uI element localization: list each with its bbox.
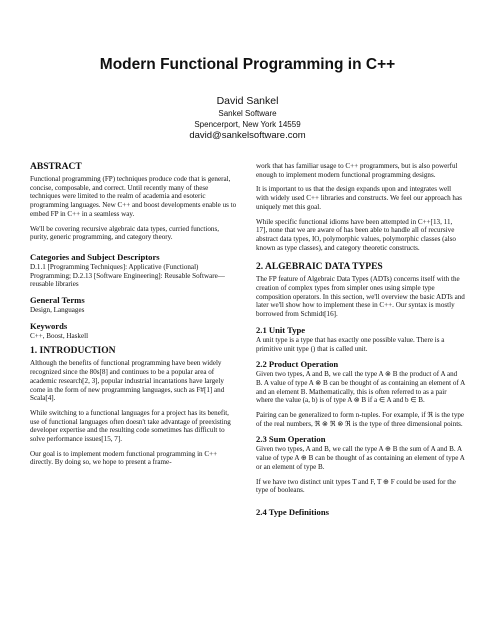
unit-type-heading: 2.1 Unit Type	[256, 324, 306, 335]
keywords-heading: Keywords	[30, 320, 68, 331]
sum-operation-paragraph-1: Given two types, A and B, we call the type A ⊕ B the sum of A and B. A value of type A ⊕ B can be thought of as containing an element of type A or an element of type B.	[256, 445, 465, 471]
introduction-paragraph-2: While switching to a functional languages for a project has its benefit, use of functional languages often doesn't take advantage of preexisting developer expertise and the resulting code sometimes has difficult to solve performance issues[15, 7].	[30, 408, 231, 444]
left-column	[30, 162, 239, 473]
abstract-paragraph-1: Functional programming (FP) techniques produce code that is general, concise, composable, and correct. Until recently many of these techniques were limited to the realm of academia and esoteric programming languages. New C++ and boost developments enable us to embed FP in C++ in a seamless way.	[30, 175, 237, 218]
keywords-text: C++, Boost, Haskell	[30, 331, 89, 340]
adt-paragraph: The FP feature of Algebraic Data Types (ADTs) concerns itself with the creation of complex types from simpler ones using simple type composition operators. In this section, we'll overview the basic ADTs and later we'll show how to implement these in C++. Our syntax is mostly borrowed from Schmidt[16].	[256, 275, 465, 319]
adt-heading: 2. ALGEBRAIC DATA TYPES	[256, 262, 383, 273]
intro-prior-work-paragraph: While specific functional idioms have been attempted in C++[13, 11, 17], none that we are aware of has been able to handle all of recursive abstract data types, IO, polymorphic values, polymorphic classes (also known as type classes), and category theoretic constructs.	[256, 217, 456, 252]
abstract-heading: ABSTRACT	[30, 162, 82, 172]
introduction-paragraph-3: Our goal is to implement modern functional programming in C++ directly. By doing so, we hope to present a frame-	[30, 449, 218, 467]
general-terms-heading: General Terms	[30, 295, 85, 306]
author-email: david@sankelsoftware.com	[189, 130, 306, 141]
author-location: Spencerport, New York 14559	[194, 120, 301, 129]
categories-text: D.1.1 [Programming Techniques]: Applicative (Functional) Programming; D.2.13 [Software Engineering]: Reusable Software—reusable libraries	[30, 262, 225, 289]
sum-operation-paragraph-2: If we have two distinct unit types T and F, T ⊕ F could be used for the type of booleans.	[256, 477, 456, 495]
unit-type-paragraph: A unit type is a type that has exactly one possible value. There is a primitive unit type () that is called unit.	[256, 335, 445, 353]
author-name: David Sankel	[216, 95, 279, 107]
product-operation-paragraph-2: Pairing can be generalized to form n-tuples. For example, if ℜ is the type of the real numbers, ℜ ⊗ ℜ ⊗ ℜ is the type of three dimensional points.	[256, 411, 465, 428]
general-terms-text: Design, Languages	[30, 306, 85, 315]
abstract-paragraph-2: We'll be covering recursive algebraic data types, curried functions, purity, generic programming, and category theory.	[30, 224, 220, 242]
introduction-heading: 1. INTRODUCTION	[30, 346, 116, 357]
author-block	[0, 95, 495, 142]
paper-title: Modern Functional Programming in C++	[99, 56, 396, 73]
sum-operation-heading: 2.3 Sum Operation	[256, 434, 326, 445]
introduction-paragraph-1: Although the benefits of functional programming have been widely recognized since the 80s[8] and continues to be a popular area of academic research[2, 3], popular industrial incantations have largely come in the form of new programming languages, such as F#[1] and Scala[4].	[30, 359, 225, 403]
product-operation-heading: 2.2 Product Operation	[256, 359, 339, 370]
intro-continued-paragraph: work that has familiar usage to C++ programmers, but is also powerful enough to implement modern functional programming designs.	[256, 162, 458, 179]
type-definitions-heading: 2.4 Type Definitions	[256, 506, 329, 517]
product-operation-paragraph-1: Given two types, A and B, we call the type A ⊗ B the product of A and B. A value of type A ⊗ B can be thought of as containing an element of A and an element B. Mathematically, this is often referred to as a pair where the value (a, b) is of type A ⊗ B if a ∈ A and b ∈ B.	[256, 370, 465, 405]
author-organization: Sankel Software	[218, 109, 277, 118]
right-column	[256, 162, 465, 518]
categories-heading: Categories and Subject Descriptors	[30, 251, 160, 262]
intro-integration-paragraph: It is important to us that the design expands upon and integrates well with widely used C++ libraries and constructs. We feel our approach has uniquely met this goal.	[256, 185, 462, 211]
